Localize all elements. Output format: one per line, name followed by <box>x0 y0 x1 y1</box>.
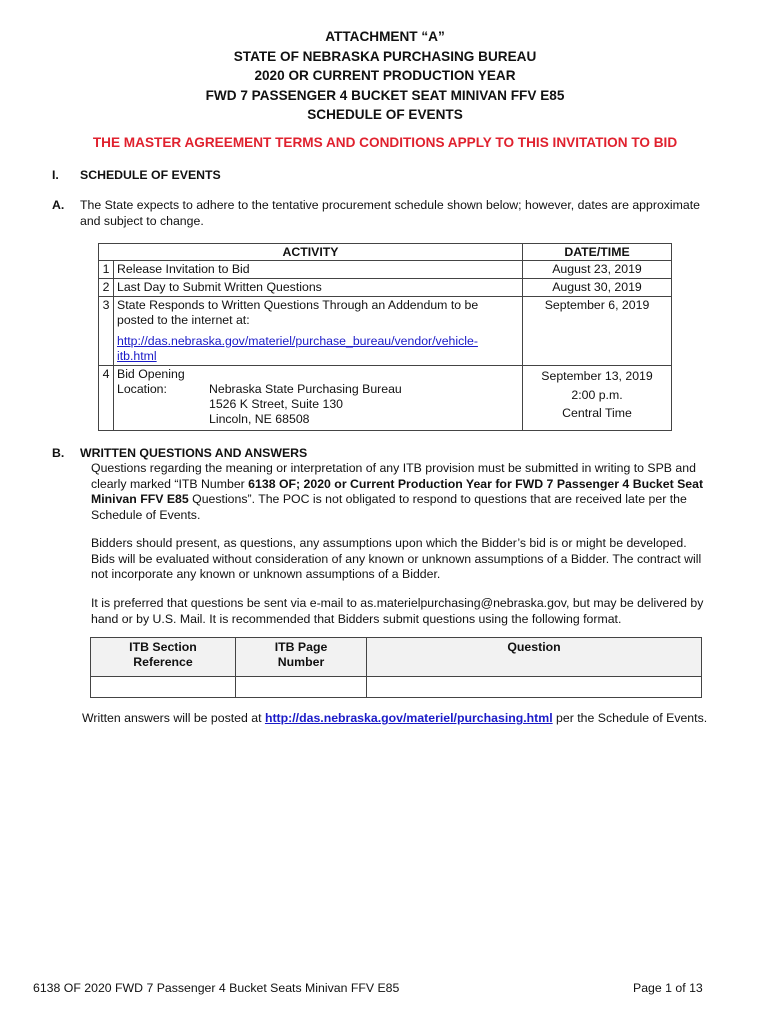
section-i-title: SCHEDULE OF EVENTS <box>80 168 221 182</box>
header-line: ITB Page <box>274 640 328 654</box>
row-number: 2 <box>99 279 114 297</box>
schedule-of-events-table <box>98 243 672 431</box>
footer-document-title: 6138 OF 2020 FWD 7 Passenger 4 Bucket Seats Minivan FFV E85 <box>33 981 400 995</box>
question-header: Question <box>367 638 702 677</box>
location-block <box>117 382 519 427</box>
activity-line: Bid Opening <box>117 367 185 381</box>
section-b-marker: B. <box>52 446 65 460</box>
activity-line: State Responds to Written Questions Through an Addendum to be <box>117 298 479 312</box>
table-cell <box>367 677 702 698</box>
row-number: 3 <box>99 297 114 366</box>
header-line: Number <box>277 655 325 669</box>
link-line[interactable]: itb.html <box>117 349 157 363</box>
address-line: Lincoln, NE 68508 <box>209 412 310 426</box>
address-line: Nebraska State Purchasing Bureau <box>209 382 402 396</box>
row-number: 1 <box>99 261 114 279</box>
document-header <box>0 27 770 125</box>
location-label: Location: <box>117 382 167 396</box>
text-run: Questions”. The POC is not obligated to respond to questions that are received late per the <box>188 492 687 506</box>
date-cell: August 23, 2019 <box>523 261 672 279</box>
header-vehicle: FWD 7 PASSENGER 4 BUCKET SEAT MINIVAN FFV E85 <box>205 87 565 103</box>
table-header-row <box>91 638 702 677</box>
section-i-marker: I. <box>52 168 59 182</box>
text-run: clearly marked “ITB Number <box>91 476 249 491</box>
header-year: 2020 OR CURRENT PRODUCTION YEAR <box>254 68 516 83</box>
activity-line: posted to the internet at: <box>117 313 250 327</box>
itb-page-header <box>236 638 367 677</box>
date-cell: September 6, 2019 <box>523 297 672 366</box>
table-cell <box>91 677 236 698</box>
master-agreement-notice: THE MASTER AGREEMENT TERMS AND CONDITIONS APPLY TO THIS INVITATION TO BID <box>92 135 678 150</box>
date-line: Central Time <box>562 406 632 420</box>
purchasing-link[interactable]: http://das.nebraska.gov/materiel/purchasing.html <box>264 711 553 725</box>
activity-cell <box>114 297 523 366</box>
section-a-marker: A. <box>52 198 65 212</box>
paragraph-line: Bidders should present, as questions, any assumptions upon which the Bidder’s bid is or might be developed. <box>91 536 687 550</box>
table-row <box>99 261 672 279</box>
paragraph-line: hand or by U.S. Mail. It is recommended that Bidders submit questions using the following format. <box>91 611 622 626</box>
itb-section-header <box>91 638 236 677</box>
activity-cell <box>114 366 523 431</box>
date-cell <box>523 366 672 431</box>
text-run: per the Schedule of Events. <box>552 711 708 725</box>
assumptions-paragraph <box>91 536 701 583</box>
paragraph-line: Schedule of Events. <box>91 507 201 522</box>
paragraph-line <box>91 492 703 508</box>
table-row <box>99 366 672 431</box>
date-cell: August 30, 2019 <box>523 279 672 297</box>
section-b-title: WRITTEN QUESTIONS AND ANSWERS <box>80 446 308 460</box>
text-run: Written answers will be posted at <box>82 711 265 725</box>
header-schedule: SCHEDULE OF EVENTS <box>307 107 463 122</box>
submission-paragraph <box>91 596 703 627</box>
header-line: Reference <box>133 655 193 669</box>
paragraph-line: Bids will be evaluated without consideration of any known or unknown assumptions of a Bidder. The contract will <box>91 551 702 566</box>
footer-page-number: Page 1 of 13 <box>633 981 703 995</box>
table-cell <box>236 677 367 698</box>
table-row <box>91 677 702 698</box>
header-line: ITB Section <box>129 640 197 654</box>
answers-line <box>82 711 707 726</box>
section-a-line: The State expects to adhere to the tentative procurement schedule shown below; however, dates are approximate <box>80 198 700 212</box>
activity-cell: Last Day to Submit Written Questions <box>114 279 523 297</box>
paragraph-line: It is preferred that questions be sent via e-mail to as.materielpurchasing@nebraska.gov, but may be delivered by <box>91 596 704 610</box>
link-line[interactable]: http://das.nebraska.gov/materiel/purchase_bureau/vendor/vehicle- <box>117 334 478 348</box>
paragraph-line: Questions regarding the meaning or interpretation of any ITB provision must be submitted in writing to SPB and <box>91 461 696 475</box>
header-agency: STATE OF NEBRASKA PURCHASING BUREAU <box>233 48 537 64</box>
table-header-row <box>99 244 672 261</box>
date-line: September 13, 2019 <box>541 369 653 383</box>
activity-cell: Release Invitation to Bid <box>114 261 523 279</box>
row-number: 4 <box>99 366 114 431</box>
vehicle-itb-link[interactable] <box>117 334 519 364</box>
datetime-header: DATE/TIME <box>523 244 672 261</box>
location-address <box>209 382 402 427</box>
date-line: 2:00 p.m. <box>571 387 623 402</box>
itb-title-bold: 6138 OF; 2020 or Current Production Year for FWD 7 Passenger 4 Bucket Seat <box>248 476 704 491</box>
table-row <box>99 297 672 366</box>
header-attachment: ATTACHMENT “A” <box>325 29 445 44</box>
paragraph-line: not incorporate any known or unknown assumptions of a Bidder. <box>91 567 441 581</box>
table-row <box>99 279 672 297</box>
address-line: 1526 K Street, Suite 130 <box>209 397 343 411</box>
questions-paragraph <box>91 461 703 523</box>
section-a-text <box>80 198 700 229</box>
question-format-table <box>90 637 702 698</box>
section-a-line: and subject to change. <box>80 213 204 228</box>
itb-title-bold: Minivan FFV E85 <box>91 492 189 506</box>
activity-header: ACTIVITY <box>99 244 523 261</box>
paragraph-line <box>91 477 703 493</box>
